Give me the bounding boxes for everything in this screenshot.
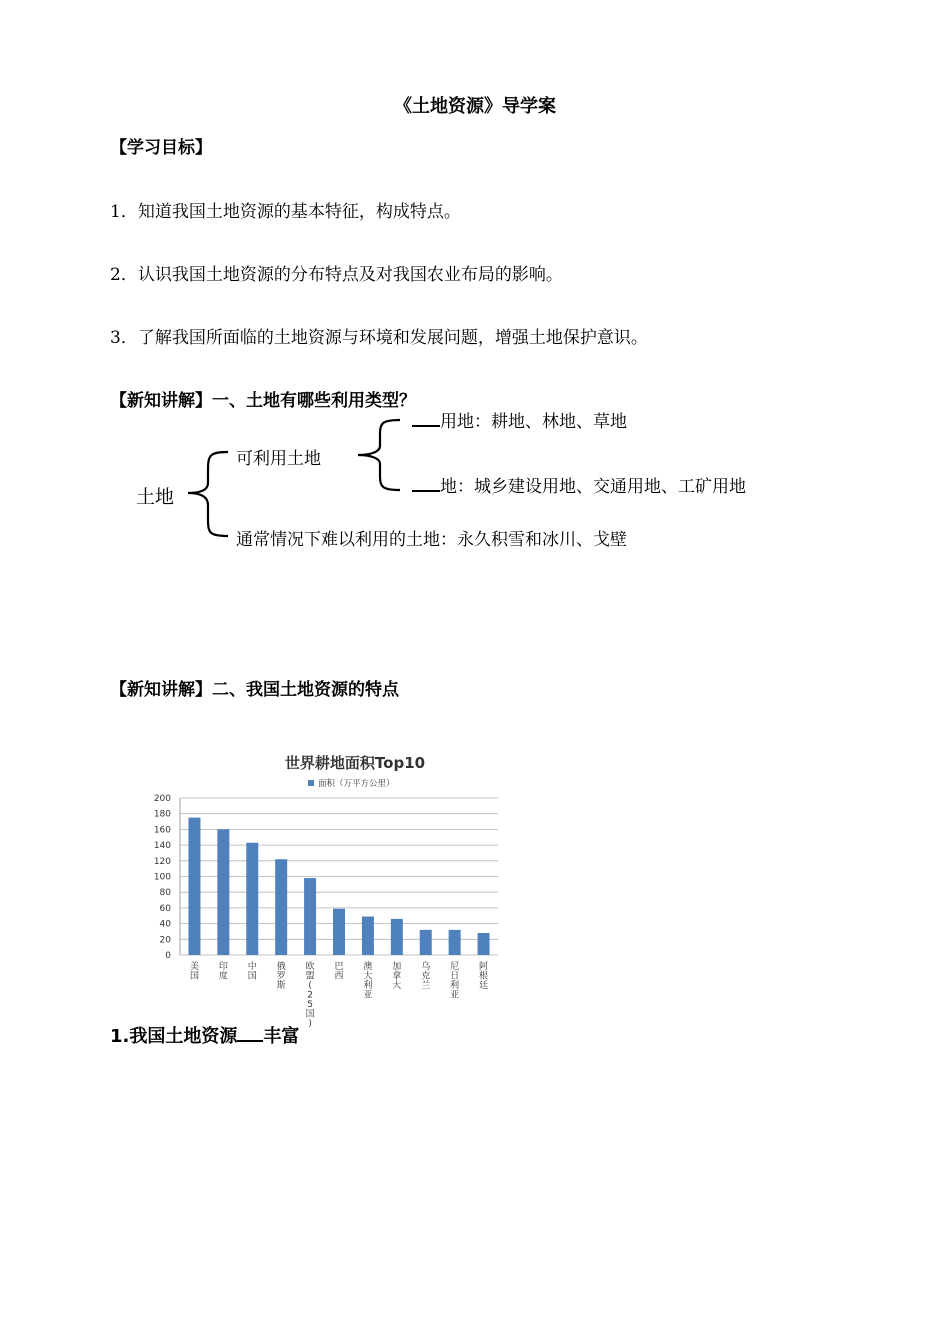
legend-label: 面积（万平方公里）: [318, 779, 395, 789]
usable-brace: [350, 415, 420, 495]
bar: [304, 878, 316, 955]
document-title: 《土地资源》导学案: [394, 96, 556, 117]
y-tick-label: 140: [153, 841, 171, 852]
diagram-usable-land: 可利用土地: [236, 449, 321, 469]
chart-title: 世界耕地面积Top10: [284, 754, 426, 772]
x-tick-label: 尼日利亚: [450, 962, 460, 1001]
objectives-heading: 【学习目标】: [110, 138, 212, 158]
bar: [188, 818, 200, 955]
x-tick-label: 欧盟( 2 5 国): [305, 962, 315, 1029]
objective-item-1: 1．知道我国土地资源的基本特征，构成特点。: [110, 202, 461, 222]
x-tick-label: 阿根廷: [479, 962, 489, 991]
point1-text: 1.我国土地资源 丰富: [110, 1026, 300, 1047]
x-tick-label: 加拿大: [392, 962, 402, 991]
y-tick-label: 0: [165, 951, 171, 961]
section1-heading: 【新知讲解】一、土地有哪些利用类型？: [110, 391, 416, 411]
objective-item-2: 2．认识我国土地资源的分布特点及对我国农业布局的影响。: [110, 265, 563, 285]
bar: [217, 829, 229, 955]
bar: [478, 933, 490, 955]
y-tick-label: 100: [153, 872, 171, 883]
x-tick-label: 澳大利亚: [363, 962, 373, 1001]
diagram-construction-land: 地：城乡建设用地、交通用地、工矿用地: [412, 472, 746, 497]
bar: [333, 909, 345, 955]
x-tick-label: 美国: [189, 962, 199, 982]
fill-in-blank[interactable]: [412, 409, 440, 427]
farmland-area-chart: [140, 745, 510, 1029]
y-tick-label: 200: [153, 794, 171, 804]
legend-swatch: [308, 780, 314, 786]
x-tick-label: 乌克兰: [421, 962, 431, 991]
bar: [275, 859, 287, 955]
fill-in-blank[interactable]: [237, 1024, 263, 1042]
bar: [420, 930, 432, 955]
y-tick-label: 120: [153, 856, 171, 867]
x-tick-label: 俄罗斯: [276, 962, 286, 991]
bar: [391, 919, 403, 955]
diagram-unusable-land: 通常情况下难以利用的土地：永久积雪和冰川、戈壁: [236, 530, 627, 550]
bar: [449, 930, 461, 955]
x-tick-label: 巴西: [334, 962, 344, 982]
bar: [362, 917, 374, 955]
diagram-agricultural-land: 用地：耕地、林地、草地: [412, 407, 627, 432]
bar: [246, 843, 258, 955]
objective-item-3: 3．了解我国所面临的土地资源与环境和发展问题，增强土地保护意识。: [110, 328, 648, 348]
y-tick-label: 160: [153, 825, 171, 836]
x-tick-label: 中国: [247, 962, 257, 982]
diagram-root-land: 土地: [136, 486, 175, 508]
y-tick-label: 180: [153, 809, 171, 820]
y-tick-label: 60: [159, 903, 171, 914]
fill-in-blank[interactable]: [412, 474, 440, 492]
section2-heading: 【新知讲解】二、我国土地资源的特点: [110, 680, 399, 700]
x-tick-label: 印度: [218, 962, 228, 982]
y-tick-label: 80: [159, 888, 171, 899]
y-tick-label: 40: [159, 919, 171, 930]
y-tick-label: 20: [159, 935, 171, 946]
